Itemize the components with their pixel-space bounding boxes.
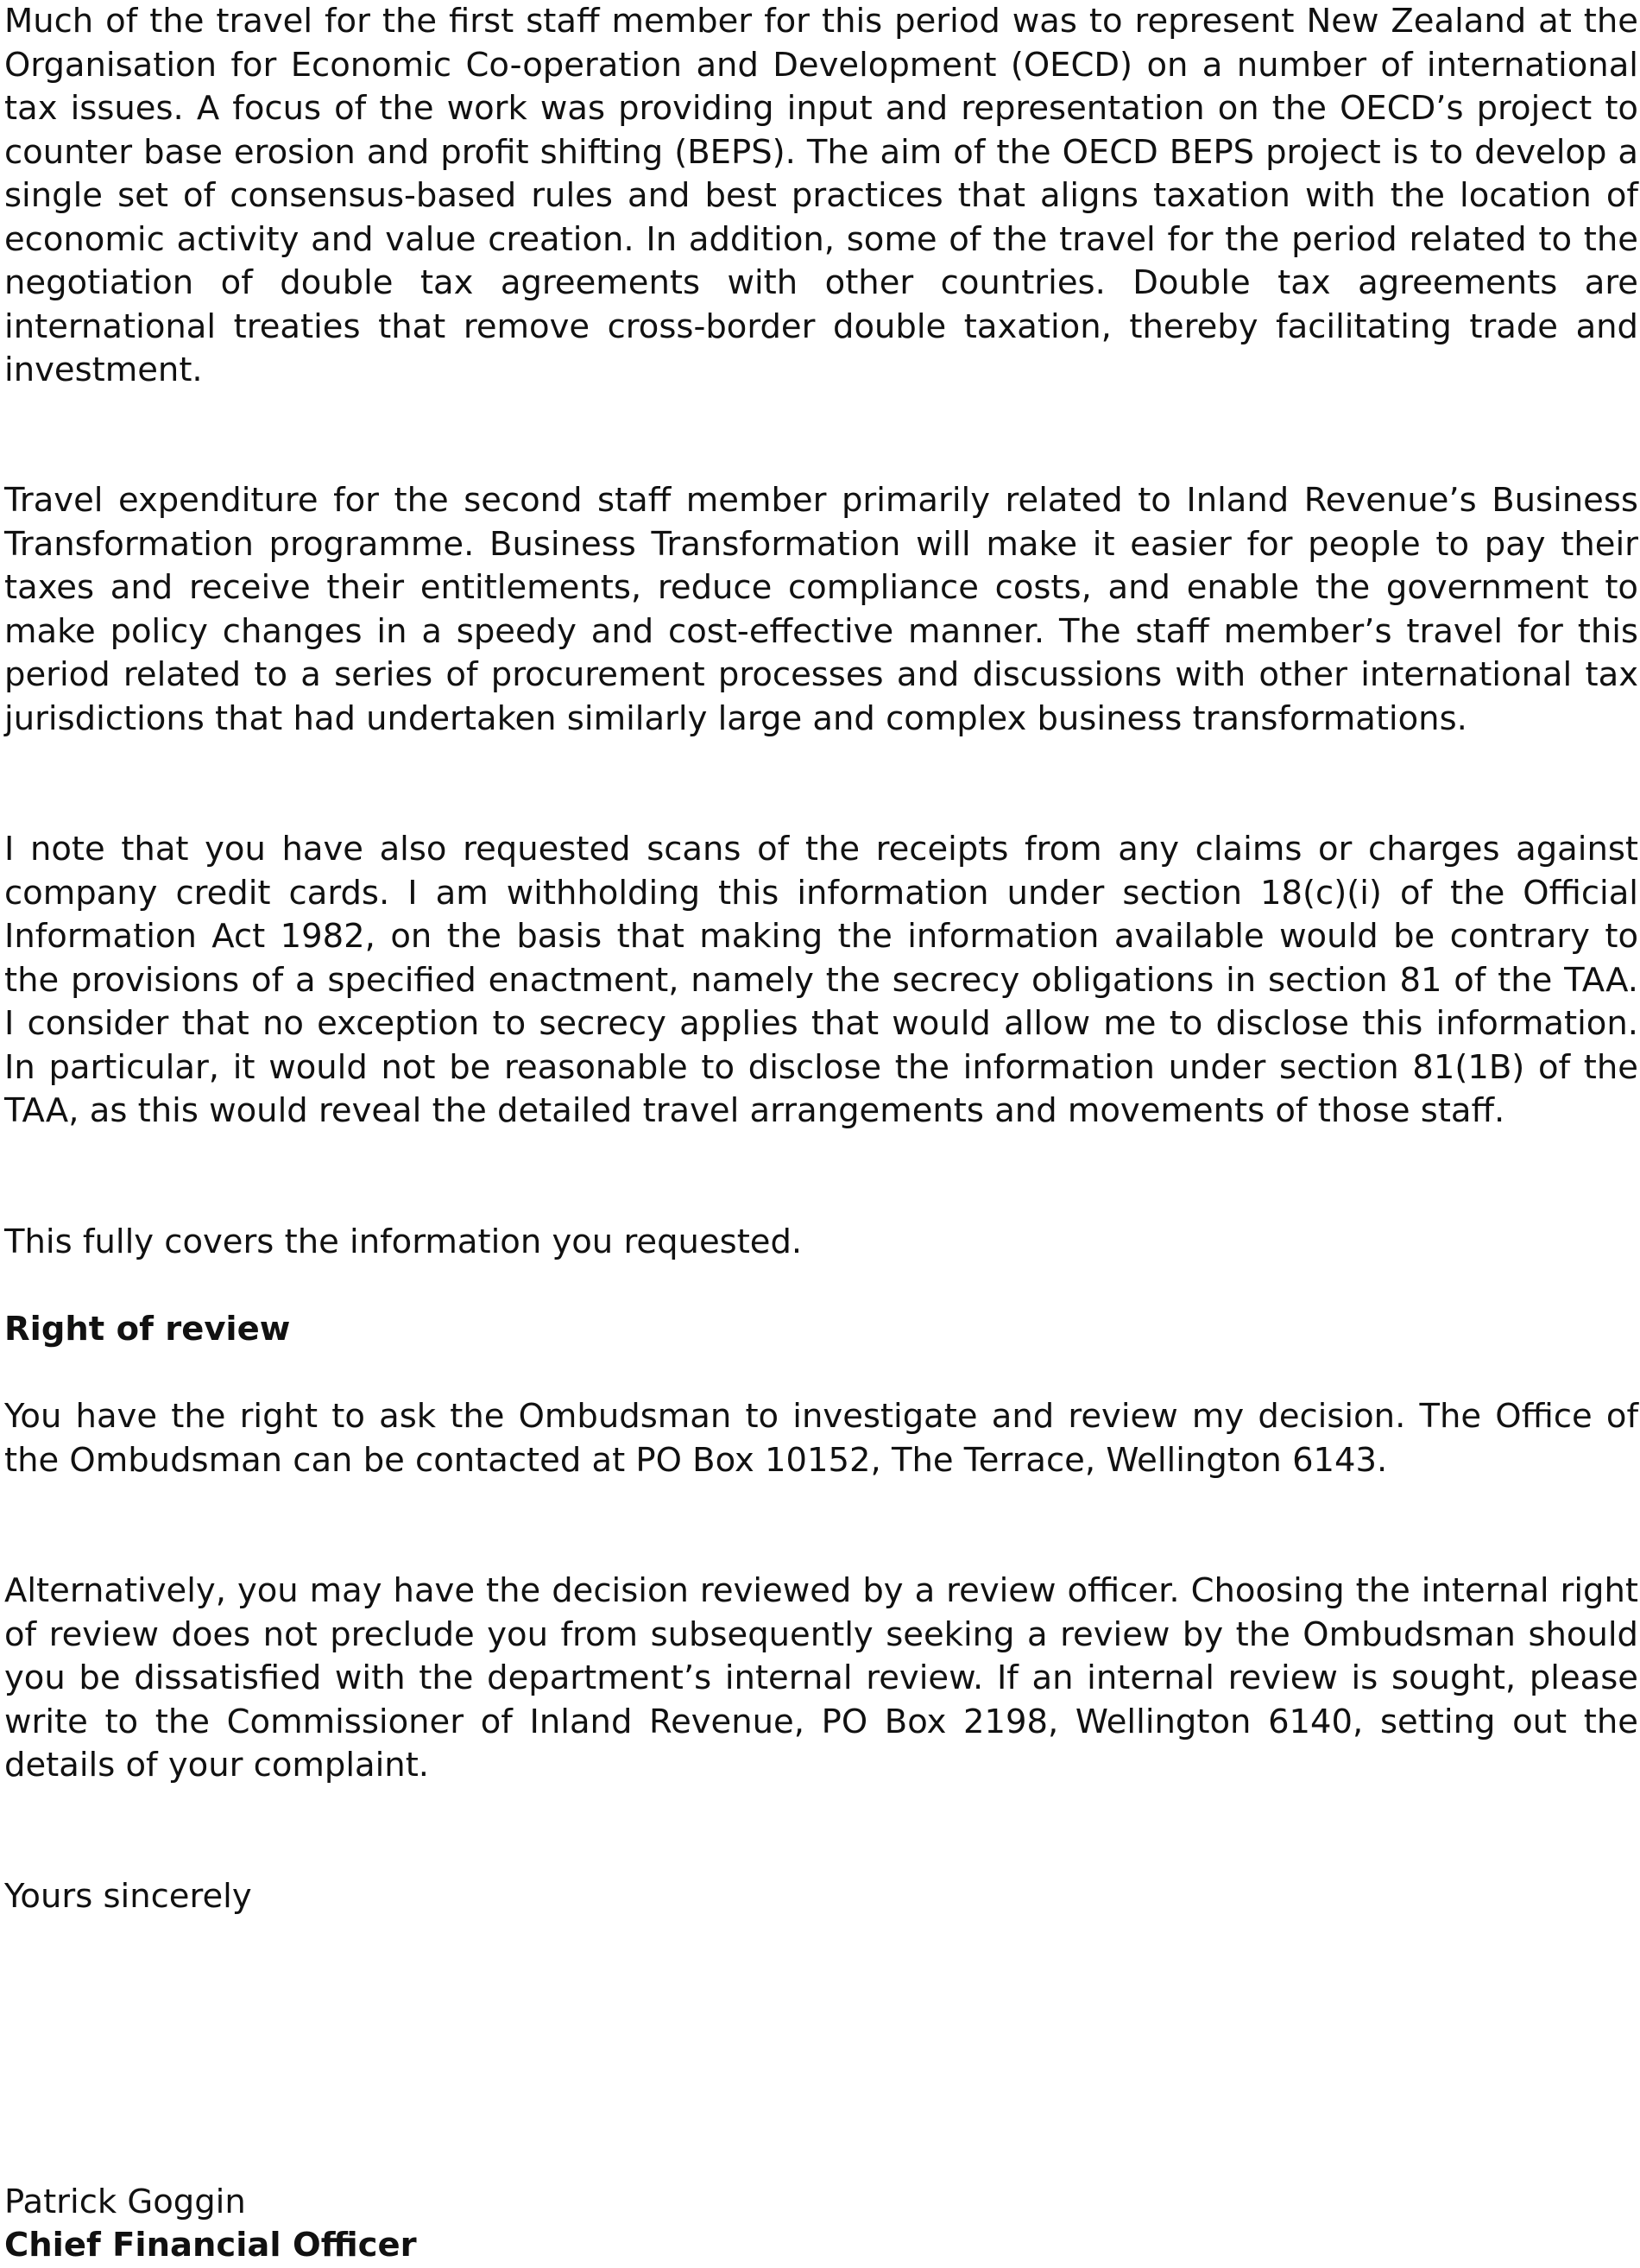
signatory-title: Chief Financial Officer <box>4 2226 417 2265</box>
paragraph-receipts-withheld: I note that you have also requested scans of the receipts from any claims or charges against company credit cards. I am withholding this information under section 18(c)(i) of the Official Information Act 1982, on the basis that making the information available would be contrary to the provisions of a specified enactment, namely the secrecy obligations in section 81 of the TAA. I consider that no exception to secrecy applies that would allow me to disclose this information. In particular, it would not be reasonable to disclose the information under section 81(1B) of the TAA, as this would reveal the detailed travel arrangements and movements of those staff. <box>4 830 1638 1130</box>
paragraph-oecd-travel: Much of the travel for the first staff member for this period was to represent New Zealand at the Organisation for Economic Co-operation and Development (OECD) on a number of international tax issues. A focus of the work was providing input and representation on the OECD’s project to counter base erosion and profit shifting (BEPS). The aim of the OECD BEPS project is to develop a single set of consensus-based rules and best practices that aligns taxation with the location of economic activity and value creation. In addition, some of the travel for the period related to the negotiation of double tax agreements with other countries. Double tax agreements are international treaties that remove cross-border double taxation, thereby facilitating trade and investment. <box>4 2 1638 389</box>
paragraph-fully-covers: This fully covers the information you requested. <box>4 1222 803 1261</box>
paragraph-business-transformation: Travel expenditure for the second staff member primarily related to Inland Revenue’s Business Transformation programme. Business Transformation will make it easier for people to pay their taxes and receive their entitlements, reduce compliance costs, and enable the government to make policy changes in a speedy and cost-effective manner. The staff member’s travel for this period related to a series of procurement processes and discussions with other international tax jurisdictions that had undertaken similarly large and complex business transformations. <box>4 481 1638 738</box>
paragraph-ombudsman: You have the right to ask the Ombudsman to investigate and review my decision. The Office of the Ombudsman can be contacted at PO Box 10152, The Terrace, Wellington 6143. <box>4 1397 1638 1480</box>
signatory-name: Patrick Goggin <box>4 2183 246 2221</box>
paragraph-internal-review: Alternatively, you may have the decision reviewed by a review officer. Choosing the internal right of review does not preclude you from subsequently seeking a review by the Ombudsman should you be dissatisfied with the department’s internal review. If an internal review is sought, please write to the Commissioner of Inland Revenue, PO Box 2198, Wellington 6140, setting out the details of your complaint. <box>4 1571 1638 1785</box>
heading-right-of-review: Right of review <box>4 1310 291 1349</box>
closing-salutation: Yours sincerely <box>4 1877 252 1916</box>
